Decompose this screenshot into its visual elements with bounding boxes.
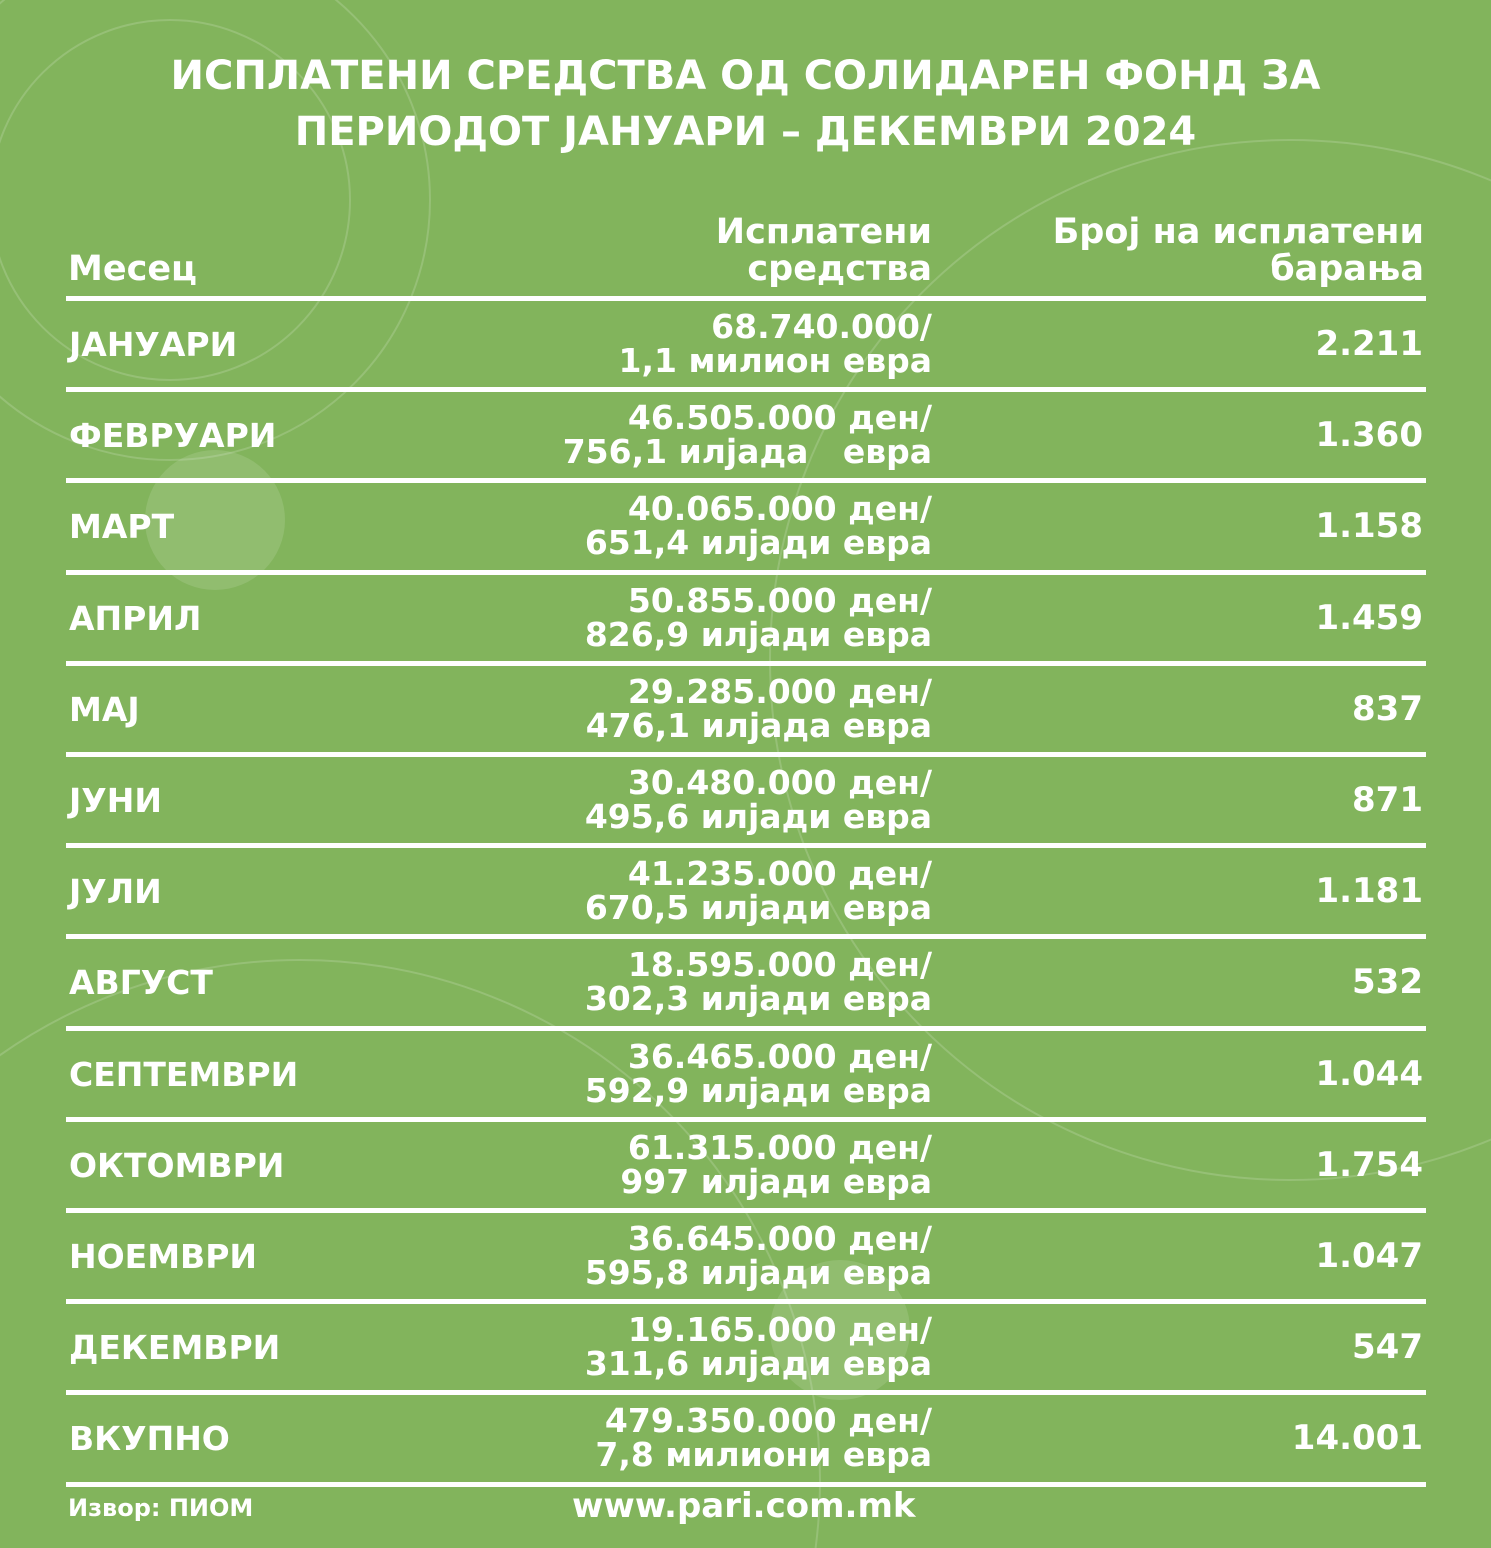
table-row <box>66 392 1426 478</box>
site-url: www.pari.com.mk <box>572 1486 916 1526</box>
cell-count: 871 <box>1352 780 1423 820</box>
cell-amount-line-2: 311,6 илјади евра <box>584 1344 932 1383</box>
cell-month: АПРИЛ <box>69 598 202 638</box>
table-row <box>66 757 1426 843</box>
cell-amount-line-1: 36.645.000 ден/ <box>627 1219 932 1258</box>
cell-amount-line-2: 1,1 милион евра <box>618 341 932 380</box>
cell-amount-line-2: 7,8 милиони евра <box>595 1435 932 1474</box>
cell-month: ФЕВРУАРИ <box>69 415 277 455</box>
cell-month: ОКТОМВРИ <box>69 1145 285 1185</box>
cell-count: 14.001 <box>1291 1418 1423 1458</box>
title-line-1: ИСПЛАТЕНИ СРЕДСТВА ОД СОЛИДАРЕН ФОНД ЗА <box>170 53 1321 99</box>
cell-amount-line-1: 36.465.000 ден/ <box>627 1037 932 1076</box>
table-row <box>66 848 1426 934</box>
table-row <box>66 666 1426 752</box>
cell-count: 1.181 <box>1315 871 1423 911</box>
cell-month: ДЕКЕМВРИ <box>69 1327 281 1367</box>
cell-month: ЈАНУАРИ <box>69 324 238 364</box>
cell-amount-line-1: 30.480.000 ден/ <box>627 763 932 802</box>
table-row <box>66 939 1426 1025</box>
cell-amount-line-1: 479.350.000 ден/ <box>604 1401 932 1440</box>
cell-amount-line-1: 50.855.000 ден/ <box>627 581 932 620</box>
cell-amount <box>595 1395 932 1481</box>
cell-amount-line-1: 18.595.000 ден/ <box>627 945 932 984</box>
cell-month: ЈУНИ <box>69 780 162 820</box>
cell-amount-line-2: 826,9 илјади евра <box>584 615 932 654</box>
cell-amount-line-1: 61.315.000 ден/ <box>627 1128 932 1167</box>
table-row <box>66 483 1426 569</box>
cell-month: МАЈ <box>69 689 140 729</box>
cell-amount-line-2: 495,6 илјади евра <box>584 797 932 836</box>
cell-amount <box>585 848 932 934</box>
cell-amount <box>563 392 932 478</box>
table-row <box>66 1031 1426 1117</box>
source-note: Извор: ПИОМ <box>68 1494 254 1522</box>
cell-amount-line-2: 997 илјади евра <box>620 1162 932 1201</box>
cell-count: 532 <box>1352 962 1423 1002</box>
cell-count: 1.158 <box>1315 506 1423 546</box>
cell-amount-line-1: 40.065.000 ден/ <box>627 489 932 528</box>
table-row <box>66 575 1426 661</box>
cell-amount-line-1: 19.165.000 ден/ <box>627 1310 932 1349</box>
cell-count: 1.047 <box>1315 1236 1423 1276</box>
header-count-line-2: барања <box>1270 249 1424 289</box>
title-line-2: ПЕРИОДОТ ЈАНУАРИ – ДЕКЕМВРИ 2024 <box>294 109 1197 155</box>
header-count-line-1: Број на исплатени <box>1052 212 1424 252</box>
cell-amount-line-2: 595,8 илјади евра <box>584 1253 932 1292</box>
table-row <box>66 1122 1426 1208</box>
cell-amount <box>585 483 932 569</box>
cell-amount-line-1: 41.235.000 ден/ <box>627 854 932 893</box>
cell-count: 547 <box>1352 1327 1423 1367</box>
header-month: Месец <box>68 249 197 289</box>
cell-count: 2.211 <box>1315 324 1423 364</box>
cell-amount <box>585 1304 932 1390</box>
cell-amount <box>585 939 932 1025</box>
cell-count: 1.754 <box>1315 1145 1423 1185</box>
cell-month: СЕПТЕМВРИ <box>69 1054 299 1094</box>
cell-amount-line-2: 651,4 илјади евра <box>584 523 932 562</box>
table-row <box>66 301 1426 387</box>
cell-month: НОЕМВРИ <box>69 1236 258 1276</box>
cell-amount <box>585 575 932 661</box>
header-amount-line-1: Исплатени <box>715 212 932 252</box>
cell-month: АВГУСТ <box>69 962 213 1002</box>
cell-month: МАРТ <box>69 506 175 546</box>
cell-amount <box>586 666 932 752</box>
cell-amount-line-2: 670,5 илјади евра <box>584 888 932 927</box>
cell-count: 837 <box>1352 689 1423 729</box>
header-amount <box>716 214 932 288</box>
table-header <box>66 212 1426 298</box>
table-row <box>66 1395 1426 1481</box>
cell-count: 1.044 <box>1315 1054 1423 1094</box>
table-row <box>66 1304 1426 1390</box>
cell-amount-line-1: 46.505.000 ден/ <box>627 398 932 437</box>
header-count <box>1053 214 1424 288</box>
cell-amount-line-2: 756,1 илјада евра <box>562 432 932 471</box>
cell-amount <box>619 301 932 387</box>
cell-amount <box>620 1122 932 1208</box>
header-amount-line-2: средства <box>747 249 932 289</box>
cell-count: 1.459 <box>1315 598 1423 638</box>
cell-month: ВКУПНО <box>69 1418 230 1458</box>
cell-amount-line-1: 68.740.000/ <box>711 307 932 346</box>
cell-amount-line-2: 476,1 илјада евра <box>585 706 932 745</box>
cell-amount <box>585 1213 932 1299</box>
cell-amount-line-2: 302,3 илјади евра <box>584 979 932 1018</box>
cell-amount <box>585 1031 932 1117</box>
cell-amount-line-1: 29.285.000 ден/ <box>627 672 932 711</box>
cell-amount <box>585 757 932 843</box>
chart-title <box>0 48 1491 160</box>
cell-amount-line-2: 592,9 илјади евра <box>584 1071 932 1110</box>
cell-count: 1.360 <box>1315 415 1423 455</box>
cell-month: ЈУЛИ <box>69 871 162 911</box>
table-row <box>66 1213 1426 1299</box>
